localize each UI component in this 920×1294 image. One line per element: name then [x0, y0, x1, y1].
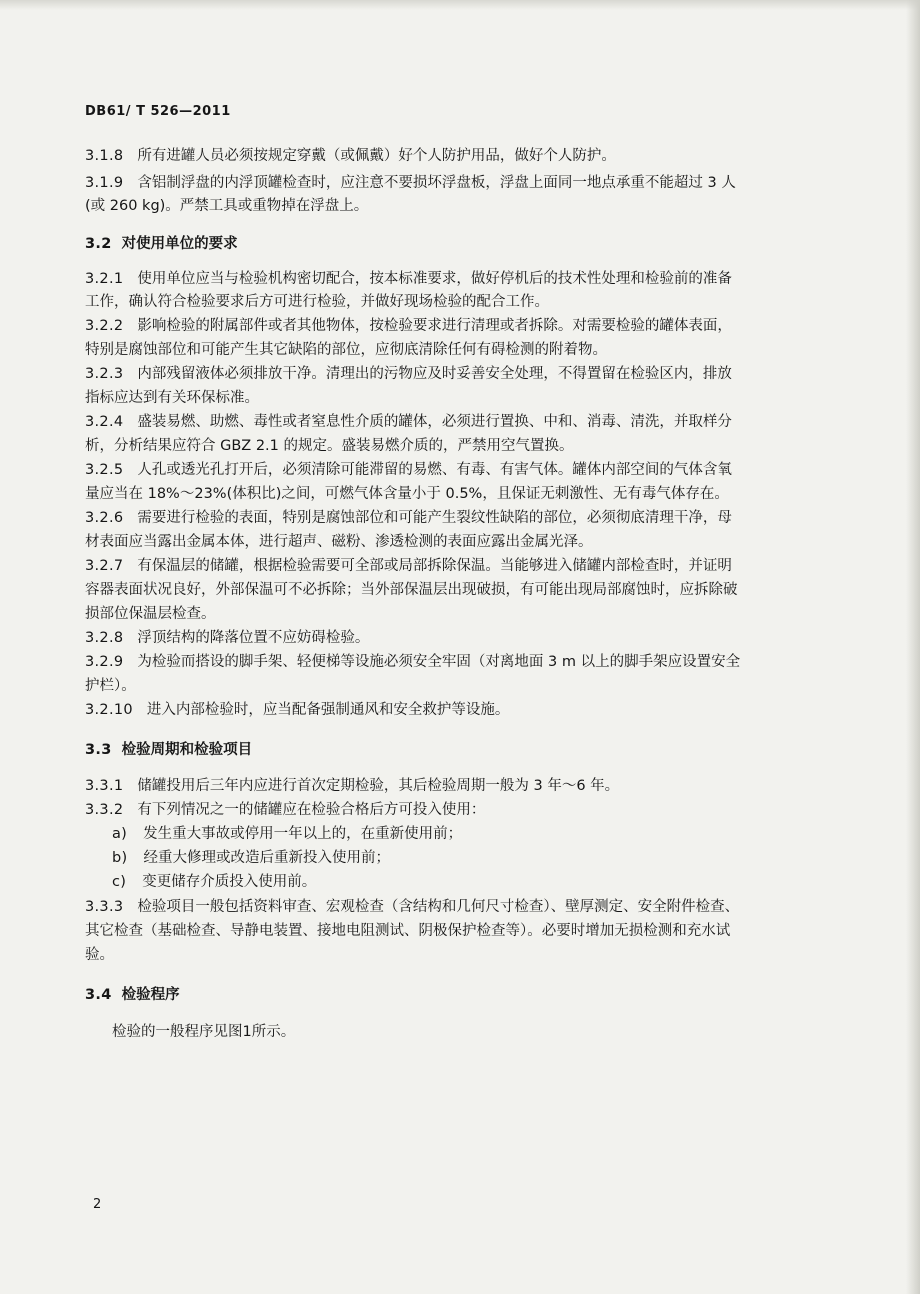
clause-3-1-8: 3.1.8 所有进罐人员必须按规定穿戴（或佩戴）好个人防护用品，做好个人防护。 — [85, 148, 616, 164]
clause-3-2-7-line3: 损部位保温层检查。 — [85, 606, 216, 622]
clause-3-2-3-line2: 指标应达到有关环保标准。 — [85, 390, 259, 406]
clause-3-2-5-line2: 量应当在 18%～23%(体积比)之间，可燃气体含量小于 0.5%，且保证无刺激性、无有毒气体存在。 — [85, 486, 729, 502]
clause-3-3-2-item-c: c) 变更储存介质投入使用前。 — [112, 874, 317, 890]
clause-3-2-9-line2: 护栏）。 — [85, 678, 136, 694]
clause-3-2-6-line2: 材表面应当露出金属本体，进行超声、磁粉、渗透检测的表面应露出金属光泽。 — [85, 534, 593, 550]
clause-3-2-4-line2: 析，分析结果应符合 GBZ 2.1 的规定。盛装易燃介质的，严禁用空气置换。 — [85, 438, 574, 454]
clause-3-2-3-line1: 3.2.3 内部残留液体必须排放干净。清理出的污物应及时妥善安全处理，不得置留在检验区内，排放 — [85, 366, 732, 382]
clause-3-2-8: 3.2.8 浮顶结构的降落位置不应妨碍检验。 — [85, 630, 370, 646]
clause-3-3-2-item-b: b) 经重大修理或改造后重新投入使用前； — [112, 850, 390, 866]
section-heading-3-3: 3.3 检验周期和检验项目 — [85, 742, 253, 758]
section-heading-3-2: 3.2 对使用单位的要求 — [85, 236, 238, 252]
scan-edge-top — [0, 0, 920, 10]
scan-edge-right — [906, 0, 920, 1294]
clause-3-2-9-line1: 3.2.9 为检验而搭设的脚手架、轻便梯等设施必须安全牢固（对离地面 3 m 以上的脚手架应设置安全 — [85, 654, 741, 670]
clause-3-3-3-line1: 3.3.3 检验项目一般包括资料审查、宏观检查（含结构和几何尺寸检查）、壁厚测定、安全附件检查、 — [85, 899, 740, 915]
section-heading-3-4: 3.4 检验程序 — [85, 987, 180, 1003]
clause-3-2-5-line1: 3.2.5 人孔或透光孔打开后，必须清除可能滞留的易燃、有毒、有害气体。罐体内部空间的气体含氧 — [85, 462, 732, 478]
clause-3-2-4-line1: 3.2.4 盛装易燃、助燃、毒性或者窒息性介质的罐体，必须进行置换、中和、消毒、清洗，并取样分 — [85, 414, 732, 430]
clause-3-2-1-line2: 工作，确认符合检验要求后方可进行检验，并做好现场检验的配合工作。 — [85, 294, 549, 310]
clause-3-1-9-line2: (或 260 kg)。严禁工具或重物掉在浮盘上。 — [85, 198, 369, 214]
clause-3-1-9-line1: 3.1.9 含铝制浮盘的内浮顶罐检查时，应注意不要损坏浮盘板，浮盘上面同一地点承重不能超过 3 人 — [85, 175, 736, 191]
clause-3-3-1: 3.3.1 储罐投用后三年内应进行首次定期检验，其后检验周期一般为 3 年～6 年。 — [85, 778, 620, 794]
section-3-4-paragraph: 检验的一般程序见图1所示。 — [112, 1024, 296, 1040]
document-code: DB61/ T 526—2011 — [85, 104, 231, 119]
clause-3-2-6-line1: 3.2.6 需要进行检验的表面，特别是腐蚀部位和可能产生裂纹性缺陷的部位，必须彻底清理干净，母 — [85, 510, 732, 526]
clause-3-3-2: 3.3.2 有下列情况之一的储罐应在检验合格后方可投入使用： — [85, 802, 486, 818]
clause-3-2-7-line1: 3.2.7 有保温层的储罐，根据检验需要可全部或局部拆除保温。当能够进入储罐内部检查时，并证明 — [85, 558, 732, 574]
clause-3-2-2-line2: 特别是腐蚀部位和可能产生其它缺陷的部位，应彻底清除任何有碍检测的附着物。 — [85, 342, 607, 358]
clause-3-2-2-line1: 3.2.2 影响检验的附属部件或者其他物体，按检验要求进行清理或者拆除。对需要检验的罐体表面， — [85, 318, 732, 334]
clause-3-2-10: 3.2.10 进入内部检验时，应当配备强制通风和安全救护等设施。 — [85, 702, 510, 718]
clause-3-2-1-line1: 3.2.1 使用单位应当与检验机构密切配合，按本标准要求，做好停机后的技术性处理和检验前的准备 — [85, 271, 732, 287]
clause-3-3-3-line2: 其它检查（基础检查、导静电装置、接地电阻测试、阴极保护检查等）。必要时增加无损检测和充水试 — [85, 923, 731, 939]
clause-3-2-7-line2: 容器表面状况良好，外部保温可不必拆除；当外部保温层出现破损，有可能出现局部腐蚀时，应拆除破 — [85, 582, 738, 598]
page-number: 2 — [93, 1197, 102, 1212]
clause-3-3-3-line3: 验。 — [85, 947, 114, 963]
clause-3-3-2-item-a: a) 发生重大事故或停用一年以上的，在重新使用前； — [112, 826, 463, 842]
